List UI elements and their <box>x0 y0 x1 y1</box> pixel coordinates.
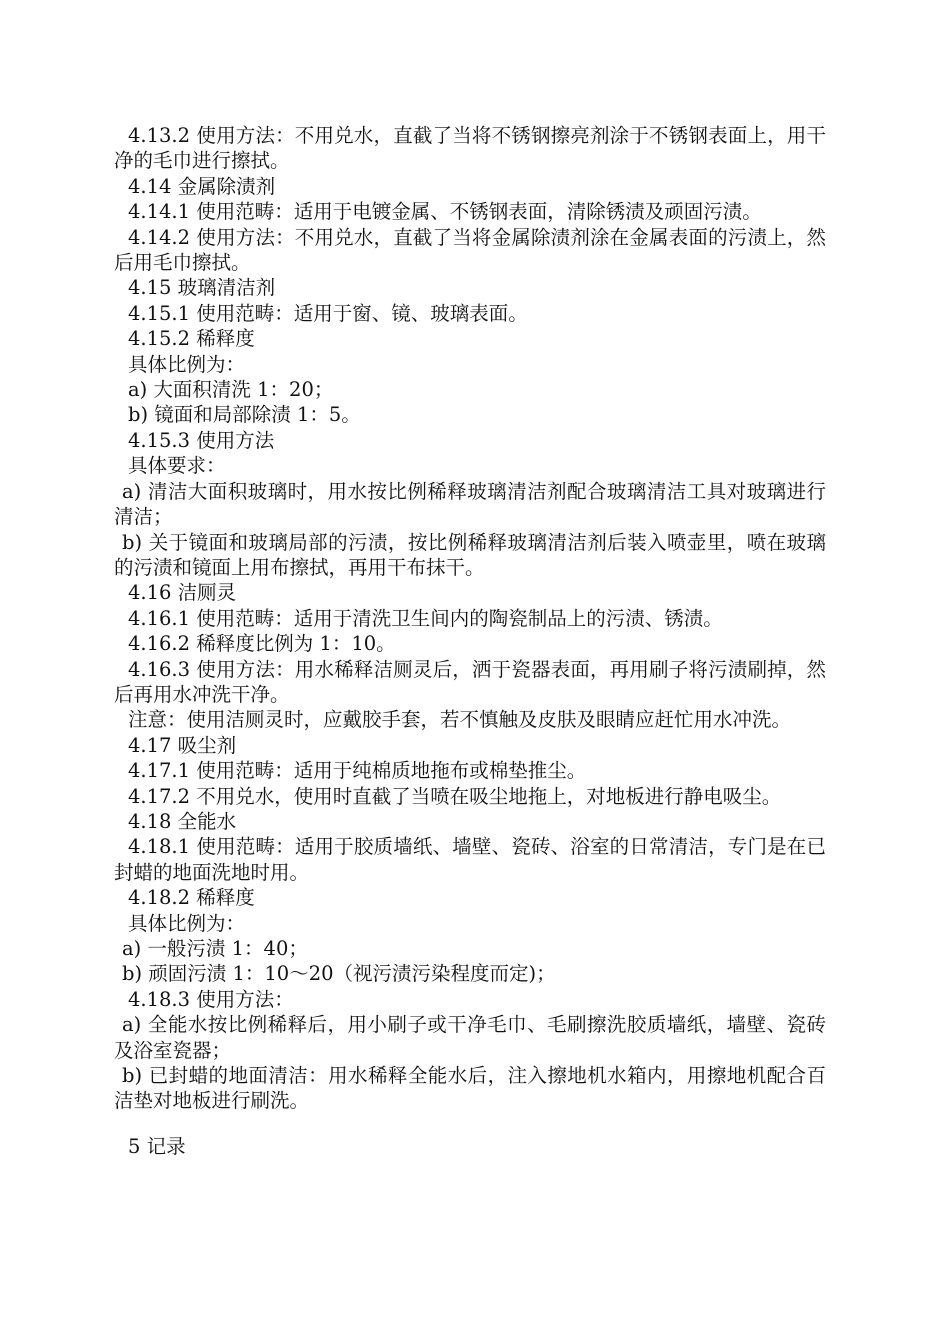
list-item-b: b) 顽固污渍 1：10～20（视污渍污染程度而定)； <box>122 962 556 986</box>
section-gap <box>114 1114 826 1134</box>
list-item-a: a) 一般污渍 1：40； <box>122 937 308 960</box>
heading-4-18-2: 4.18.2 稀释度 <box>128 886 255 910</box>
heading-4-18: 4.18 全能水 <box>128 809 237 833</box>
document-body <box>114 123 826 1159</box>
heading-4-15: 4.15 玻璃清洁剂 <box>128 276 276 300</box>
para-ratio-intro: 具体比例为： <box>128 911 246 935</box>
para-requirements-intro: 具体要求： <box>128 454 226 478</box>
para-4-16-2: 4.16.2 稀释度比例为 1：10。 <box>128 632 396 656</box>
heading-section-5: 5 记录 <box>128 1134 186 1158</box>
list-item-b: b) 镜面和局部除渍 1：5。 <box>128 403 361 427</box>
para-note: 注意：使用洁厕灵时，应戴胶手套，若不慎触及皮肤及眼睛应赶忙用水冲洗。 <box>128 708 792 732</box>
list-item-b: b) 已封蜡的地面清洁：用水稀释全能水后，注入擦地机水箱内，用擦地机配合百洁垫对地板进行刷洗。 <box>114 1064 826 1113</box>
para-4-17-2: 4.17.2 不用兑水，使用时直截了当喷在吸尘地拖上，对地板进行静电吸尘。 <box>128 784 782 808</box>
para-4-18-1: 4.18.1 使用范畴：适用于胶质墙纸、墙壁、瓷砖、浴室的日常清洁，专门是在已封蜡的地面洗地时用。 <box>114 835 826 884</box>
heading-4-14: 4.14 金属除渍剂 <box>128 174 276 198</box>
para-4-14-1: 4.14.1 使用范畴：适用于电镀金属、不锈钢表面，清除锈渍及顽固污渍。 <box>128 200 762 224</box>
heading-4-15-2: 4.15.2 稀释度 <box>128 327 255 351</box>
list-item-a: a) 大面积清洗 1：20； <box>128 378 334 402</box>
para-4-16-1: 4.16.1 使用范畴：适用于清洗卫生间内的陶瓷制品上的污渍、锈渍。 <box>128 606 723 630</box>
heading-4-16: 4.16 洁厕灵 <box>128 581 237 605</box>
para-4-16-3: 4.16.3 使用方法：用水稀释洁厕灵后，洒于瓷器表面，再用刷子将污渍刷掉，然后再用水冲洗干净。 <box>114 657 826 706</box>
para-4-13-2: 4.13.2 使用方法：不用兑水，直截了当将不锈钢擦亮剂涂于不锈钢表面上，用干净的毛巾进行擦拭。 <box>114 124 826 173</box>
list-item-a: a) 全能水按比例稀释后，用小刷子或干净毛巾、毛刷擦洗胶质墙纸，墙壁、瓷砖及浴室瓷器； <box>114 1013 826 1062</box>
heading-4-17: 4.17 吸尘剂 <box>128 733 237 757</box>
para-4-14-2: 4.14.2 使用方法：不用兑水，直截了当将金属除渍剂涂在金属表面的污渍上，然后用毛巾擦拭。 <box>114 225 826 275</box>
heading-4-15-3: 4.15.3 使用方法 <box>128 428 275 452</box>
para-4-15-1: 4.15.1 使用范畴：适用于窗、镜、玻璃表面。 <box>128 301 528 325</box>
list-item-a: a) 清洁大面积玻璃时，用水按比例稀释玻璃清洁剂配合玻璃清洁工具对玻璃进行清洁； <box>114 479 826 529</box>
para-ratio-intro: 具体比例为： <box>128 352 246 376</box>
heading-4-18-3: 4.18.3 使用方法： <box>128 987 294 1011</box>
list-item-b: b) 关于镜面和玻璃局部的污渍，按比例稀释玻璃清洁剂后装入喷壶里，喷在玻璃的污渍和镜面上用布擦拭，再用干布抹干。 <box>114 530 826 579</box>
para-4-17-1: 4.17.1 使用范畴：适用于纯棉质地拖布或棉垫推尘。 <box>128 759 587 783</box>
